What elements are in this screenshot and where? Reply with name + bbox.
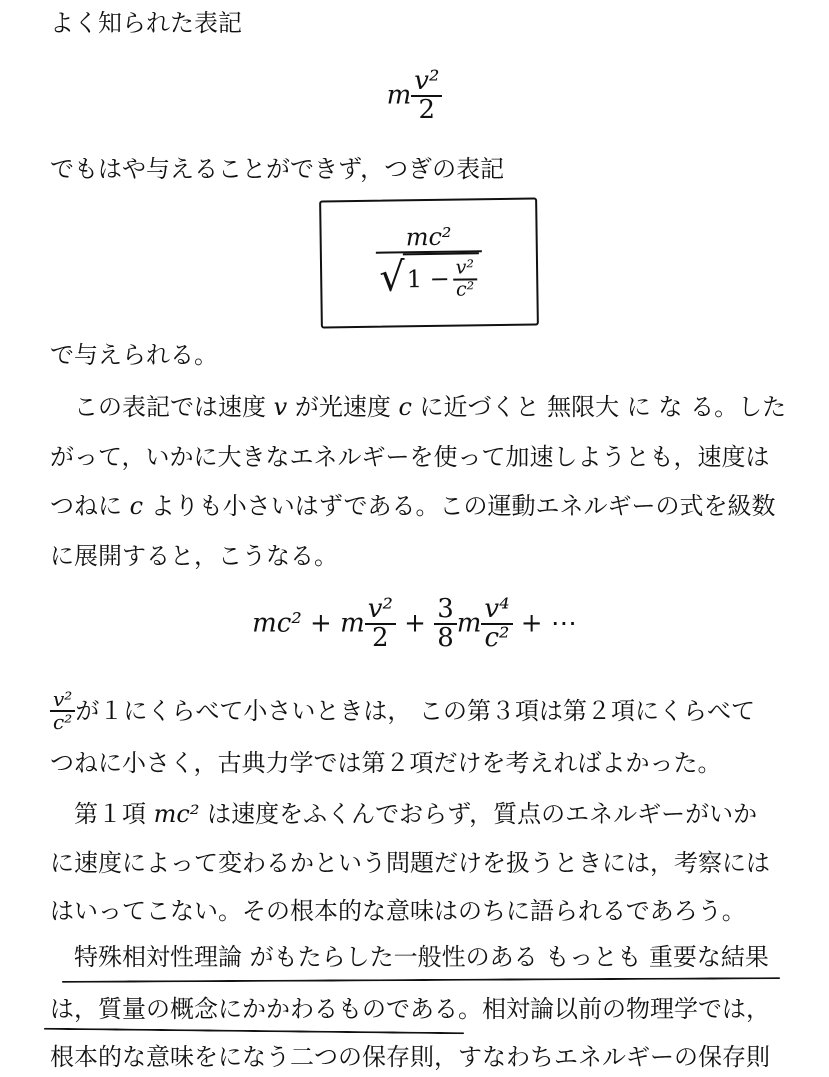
paragraph-1-line-2: がって，いかに大きなエネルギーを使って加速しようとも，速度は — [50, 443, 770, 471]
formula-2-denominator — [376, 252, 483, 301]
paragraph-4-line-1: 特殊相対性理論 がもたらした一般性のある もっとも 重要な結果 — [74, 943, 769, 971]
p3-text-b: は速度をふくんでおらず，質点のエネルギーがいか — [199, 800, 758, 828]
p1-var-v: v — [273, 393, 288, 421]
text-line-1: よく知られた表記 — [50, 9, 242, 37]
formula-3-num-1: v² — [365, 596, 396, 625]
handwritten-underline-2 — [44, 1028, 464, 1034]
p1-text-a: この表記では速度 — [74, 393, 274, 421]
p3-mc2: mc² — [153, 800, 200, 828]
paragraph-3-line-2: に速度によって変わるかという問題だけを扱うときには，考察には — [50, 849, 770, 877]
p3-text-a: 第１項 — [74, 800, 154, 828]
sqrt-sign — [379, 252, 480, 301]
text-line-2: でもはや与えることができず，つぎの表記 — [50, 155, 505, 183]
p1-text-c: に近づくと 無限大 に な る。した — [411, 393, 787, 421]
paragraph-4-line-3: 根本的な意味をになう二つの保存則，すなわちエネルギーの保存則 — [50, 1043, 770, 1071]
formula-2-inner-denominator: c² — [455, 277, 475, 301]
formula-1-denominator: 2 — [418, 95, 436, 126]
p2-text-a: が１にくらべて小さいときは， この第３項は第２項にくらべて — [75, 697, 755, 725]
formula-3-fraction-2 — [434, 596, 457, 653]
p1-var-c-2: c — [129, 492, 144, 520]
formula-3-den-1: 2 — [372, 623, 389, 654]
paragraph-2-line-1 — [50, 686, 780, 736]
p1-text-b: が光速度 — [287, 393, 399, 421]
formula-1-numerator: v² — [411, 68, 442, 97]
formula-2-inner-fraction — [453, 258, 478, 300]
handwritten-underline-1 — [62, 977, 780, 983]
p1-text-e: よりも小さいはずである。この運動エネルギーの式を級数 — [143, 492, 776, 520]
formula-kinetic-classical — [0, 68, 829, 125]
formula-series-expansion — [0, 596, 829, 653]
formula-2-inner-numerator: v² — [453, 258, 478, 280]
paragraph-3-line-3: はいってこない。その根本的な意味はのちに語られるであろう。 — [50, 897, 746, 925]
formula-3-tail: + ⋯ — [512, 608, 577, 639]
formula-3-fraction-3 — [481, 596, 512, 653]
p2-fraction-denominator: c² — [53, 710, 73, 734]
formula-3-m: m — [456, 608, 482, 639]
formula-3-den-2: 8 — [437, 623, 454, 654]
formula-1-fraction — [411, 68, 442, 125]
formula-3-term-1: mc² + m — [252, 608, 365, 639]
text-line-3: で与えられる。 — [50, 341, 218, 369]
p1-var-c: c — [398, 393, 412, 421]
p1-text-d: つねに — [50, 492, 130, 520]
paragraph-1-line-3 — [50, 489, 780, 523]
paragraph-4-line-2: は，質量の概念にかかわるものである。相対論以前の物理学では， — [50, 995, 770, 1023]
paragraph-1-line-4: に展開すると，こうなる。 — [50, 542, 338, 570]
formula-3-plus: + — [395, 608, 435, 639]
boxed-formula-relativistic — [319, 197, 539, 328]
sqrt-content — [402, 252, 479, 301]
formula-2-one-minus: 1 − — [406, 264, 450, 294]
paragraph-2-line-2: つねに小さく，古典力学では第２項だけを考えればよかった。 — [50, 749, 722, 777]
boxed-formula-content — [321, 200, 537, 327]
radical-icon: √ — [378, 253, 406, 301]
formula-1-m: m — [386, 80, 412, 111]
paragraph-3-line-1 — [74, 797, 780, 831]
formula-2-fraction — [376, 225, 483, 302]
formula-3-fraction-1 — [365, 596, 396, 653]
p2-fraction-numerator: v² — [50, 689, 75, 712]
formula-3-num-3: v⁴ — [481, 596, 512, 625]
formula-2-numerator: mc² — [376, 225, 482, 254]
formula-3-num-2: 3 — [434, 596, 457, 625]
p2-fraction — [50, 689, 75, 733]
paragraph-1-line-1 — [74, 390, 787, 424]
formula-3-den-3: c² — [484, 623, 510, 654]
